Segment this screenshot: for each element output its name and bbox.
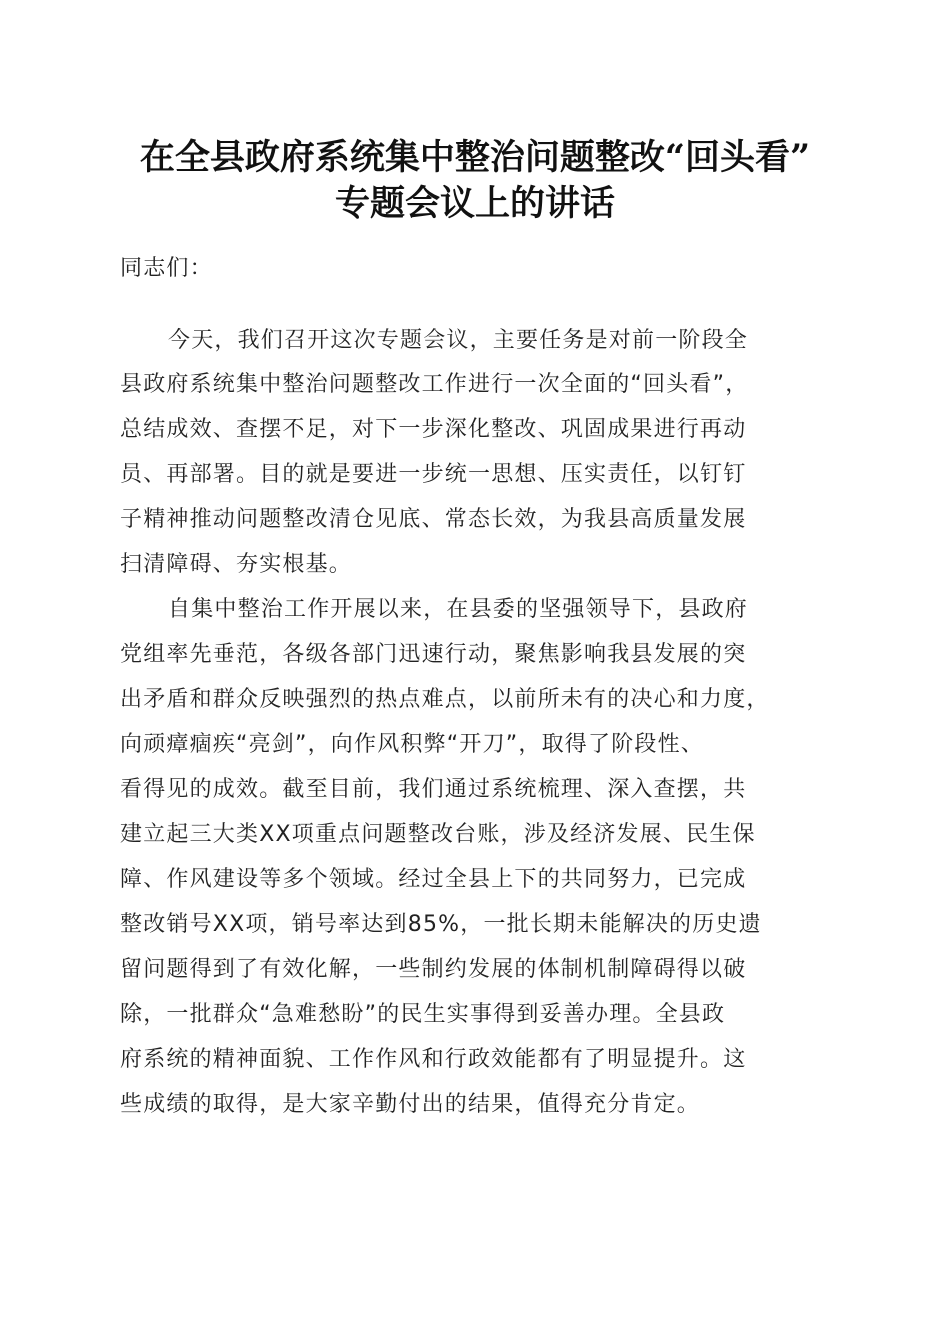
- paragraph-line: 向顽瘴痼疾“亮剑”，向作风积弊“开刀”，取得了阶段性、: [120, 732, 704, 757]
- salutation: 同志们：: [120, 256, 213, 281]
- paragraph-line: 整改销号XX项，销号率达到85%，一批长期未能解决的历史遗: [120, 912, 762, 937]
- paragraph-line: 出矛盾和群众反映强烈的热点难点，以前所未有的决心和力度，: [120, 687, 770, 712]
- paragraph-line: 看得见的成效。截至目前，我们通过系统梳理、深入查摆，共: [120, 777, 747, 802]
- document-title-line-1: 在全县政府系统集中整治问题整改“回头看”: [139, 137, 811, 178]
- paragraph-line: 扫清障碍、夯实根基。: [120, 552, 353, 577]
- document-title-line-2: 专题会议上的讲话: [334, 183, 615, 224]
- paragraph-line: 建立起三大类XX项重点问题整改台账，涉及经济发展、民生保: [120, 822, 756, 847]
- paragraph-line: 留问题得到了有效化解，一些制约发展的体制机制障碍得以破: [120, 957, 747, 982]
- paragraph-line: 县政府系统集中整治问题整改工作进行一次全面的“回头看”，: [120, 372, 749, 397]
- paragraph-line: 些成绩的取得，是大家辛勤付出的结果，值得充分肯定。: [120, 1092, 701, 1117]
- paragraph-line: 党组率先垂范，各级各部门迅速行动，聚焦影响我县发展的突: [120, 642, 747, 667]
- paragraph-line: 除，一批群众“急难愁盼”的民生实事得到妥善办理。全县政: [120, 1002, 726, 1027]
- paragraph-line: 自集中整治工作开展以来，在县委的坚强领导下，县政府: [168, 597, 749, 622]
- paragraph-line: 员、再部署。目的就是要进一步统一思想、压实责任，以钉钉: [120, 462, 747, 487]
- paragraph-line: 今天，我们召开这次专题会议，主要任务是对前一阶段全: [168, 328, 749, 353]
- paragraph-line: 障、作风建设等多个领域。经过全县上下的共同努力，已完成: [120, 867, 747, 892]
- paragraph-line: 府系统的精神面貌、工作作风和行政效能都有了明显提升。这: [120, 1047, 747, 1072]
- paragraph-line: 总结成效、查摆不足，对下一步深化整改、巩固成果进行再动: [120, 417, 747, 442]
- paragraph-line: 子精神推动问题整改清仓见底、常态长效，为我县高质量发展: [120, 507, 747, 532]
